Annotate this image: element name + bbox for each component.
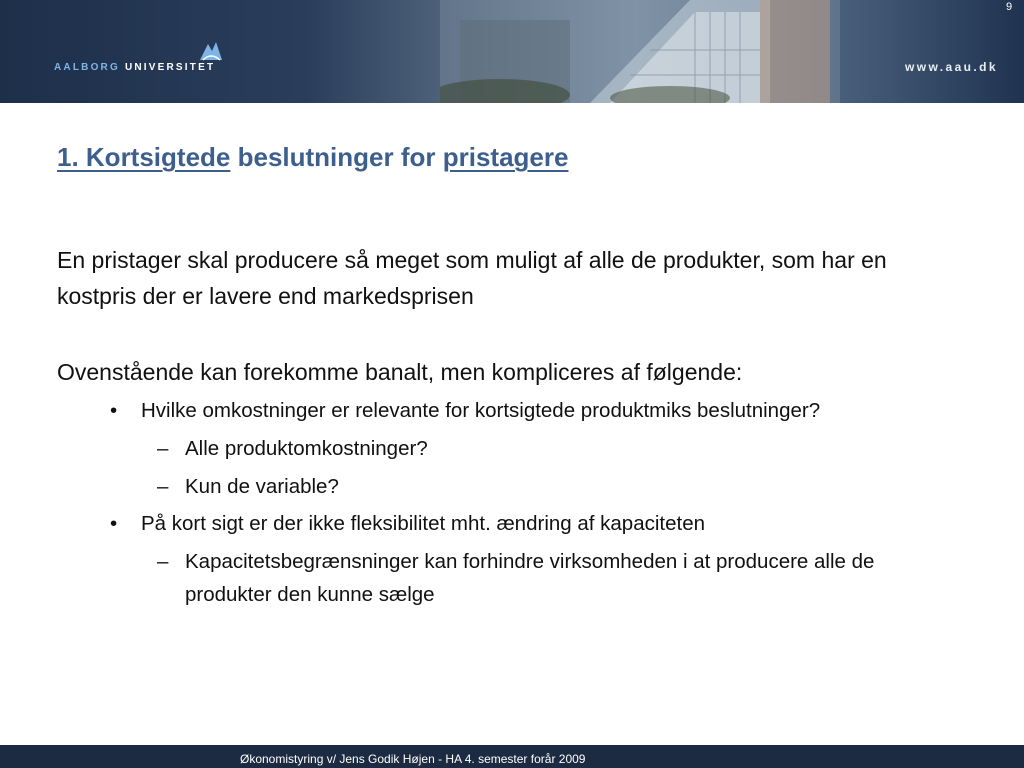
title-part-pristagere: pristagere	[442, 142, 569, 172]
sub-bullet-item	[57, 545, 957, 611]
dash-marker: –	[157, 437, 169, 460]
sub-bullet-text: Kun de variable?	[185, 475, 339, 498]
sub-bullet-text: Alle produktomkostninger?	[185, 437, 428, 460]
sub-bullet-item	[57, 470, 957, 503]
logo-word-aalborg: AALBORG	[54, 62, 120, 73]
bullet-text: På kort sigt er der ikke fleksibilitet mht. ændring af kapaciteten	[141, 512, 706, 535]
header-banner	[0, 0, 1024, 103]
aau-wave-icon	[198, 40, 224, 62]
bullet-list	[57, 394, 957, 611]
complication-paragraph: Ovenstående kan forekomme banalt, men kompliceres af følgende:	[57, 359, 743, 385]
bullet-item	[57, 507, 957, 540]
dash-marker: –	[157, 550, 169, 573]
bullet-marker: •	[110, 512, 118, 535]
logo-text	[54, 62, 215, 73]
page-number: 9	[1006, 1, 1013, 13]
title-part-kortsigtede: 1. Kortsigtede	[57, 142, 231, 172]
building-photo	[440, 0, 840, 103]
website-url[interactable]: www.aau.dk	[905, 60, 998, 74]
sub-bullet-text: Kapacitetsbegrænsninger kan forhindre virksomheden i at producere alle de produkter den kunne sælge	[185, 550, 875, 606]
bullet-marker: •	[110, 399, 118, 422]
bullet-item	[57, 394, 957, 427]
university-logo[interactable]	[54, 40, 254, 80]
dash-marker: –	[157, 475, 169, 498]
slide-title	[57, 142, 568, 173]
footer-course-info: Økonomistyring v/ Jens Godik Højen - HA 4. semester forår 2009	[240, 752, 586, 766]
footer-bar	[0, 745, 1024, 768]
sub-bullet-item	[57, 432, 957, 465]
title-part-beslutninger: beslutninger for	[237, 142, 436, 172]
intro-paragraph: En pristager skal producere så meget som muligt af alle de produkter, som har en kostpris der er lavere end markedsprisen	[57, 247, 887, 309]
bullet-text: Hvilke omkostninger er relevante for kortsigtede produktmiks beslutninger?	[141, 399, 821, 422]
logo-word-universitet: UNIVERSITET	[124, 62, 216, 73]
slide-body	[57, 242, 957, 611]
